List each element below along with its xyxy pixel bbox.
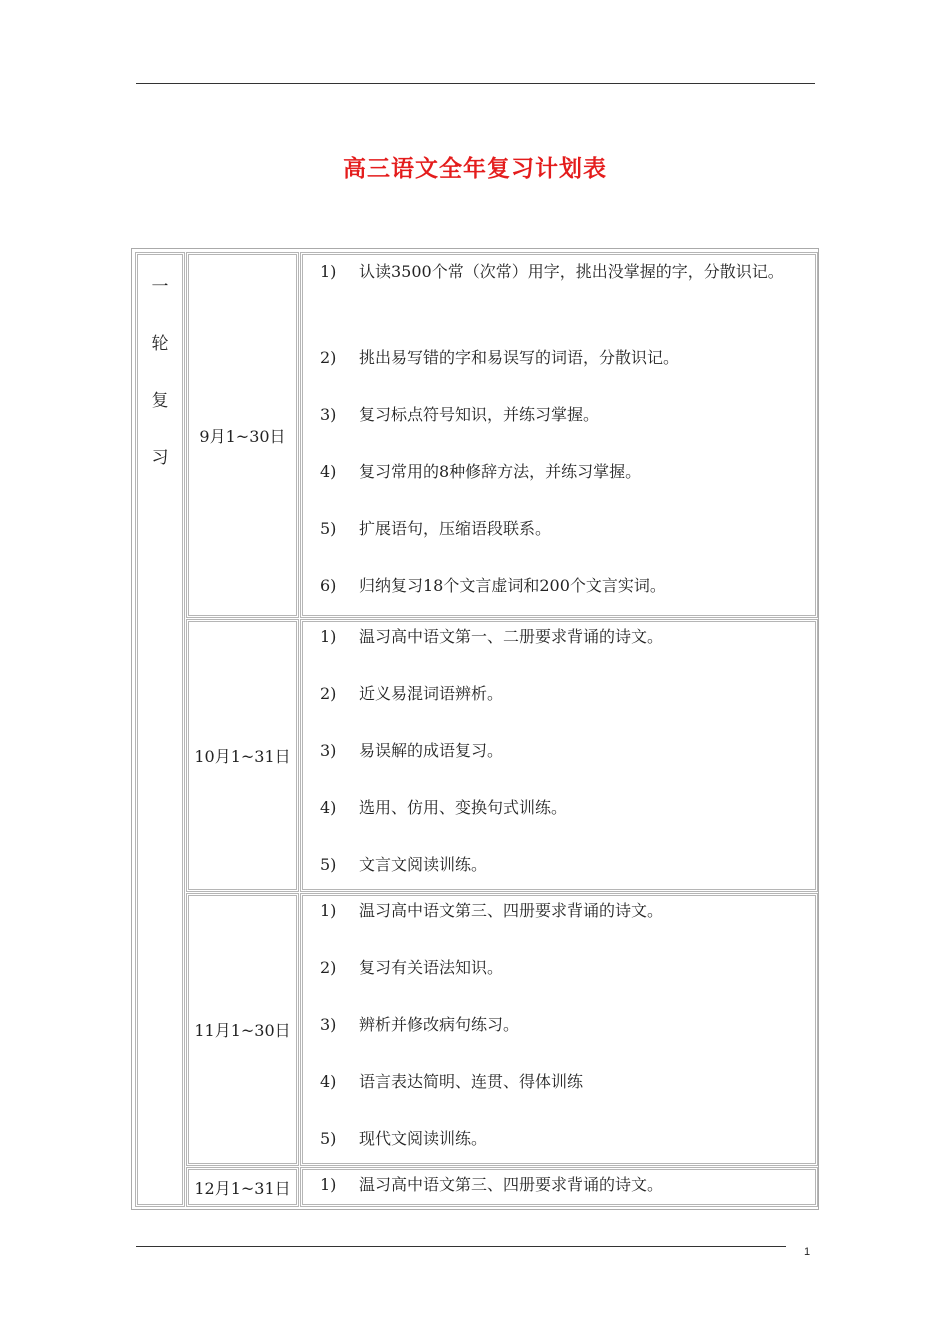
date-label: 12月1~31日 xyxy=(194,1178,291,1198)
item-text: 文言文阅读训练。 xyxy=(359,855,488,874)
item-text: 温习高中语文第三、四册要求背诵的诗文。 xyxy=(359,901,664,920)
item-number: 5) xyxy=(320,519,337,538)
date-cell-sep xyxy=(186,252,299,618)
item-text: 复习标点符号知识，并练习掌握。 xyxy=(359,405,600,424)
item-text: 扩展语句，压缩语段联系。 xyxy=(359,519,552,538)
list-item xyxy=(303,850,815,892)
item-text: 挑出易写错的字和易误写的词语，分散识记。 xyxy=(359,348,680,367)
item-text: 现代文阅读训练。 xyxy=(359,1129,488,1148)
item-text: 复习有关语法知识。 xyxy=(359,958,504,977)
item-number: 5) xyxy=(320,1129,337,1148)
item-number: 6) xyxy=(320,576,337,595)
list-item xyxy=(303,1067,815,1124)
list-item xyxy=(303,514,815,571)
item-number: 1) xyxy=(320,262,337,281)
list-item xyxy=(303,457,815,514)
phase-char: 一 xyxy=(151,277,169,297)
list-item xyxy=(303,571,815,618)
item-text: 易误解的成语复习。 xyxy=(359,741,504,760)
item-number: 3) xyxy=(320,405,337,424)
item-text: 归纳复习18个文言虚词和200个文言实词。 xyxy=(359,576,666,595)
date-label: 10月1~31日 xyxy=(194,747,291,766)
item-number: 1) xyxy=(320,627,337,646)
page-number: 1 xyxy=(804,1246,811,1258)
item-number: 3) xyxy=(320,1015,337,1034)
phase-cell xyxy=(135,252,185,1207)
content-cell-sep xyxy=(300,252,818,618)
date-cell-oct xyxy=(186,619,299,892)
list-item xyxy=(303,257,815,343)
phase-char: 轮 xyxy=(151,334,169,354)
list-item xyxy=(303,1170,815,1204)
phase-label xyxy=(138,259,182,487)
list-item xyxy=(303,953,815,1010)
footer-rule xyxy=(136,1246,786,1247)
list-item xyxy=(303,343,815,400)
list-item xyxy=(303,622,815,679)
content-cell-dec xyxy=(300,1167,818,1207)
page-title: 高三语文全年复习计划表 xyxy=(343,156,607,182)
item-number: 1) xyxy=(320,1175,337,1194)
item-number: 4) xyxy=(320,462,337,481)
item-number: 1) xyxy=(320,901,337,920)
list-item xyxy=(303,736,815,793)
date-cell-dec xyxy=(186,1167,299,1207)
item-text: 认读3500个常（次常）用字，挑出没掌握的字，分散识记。 xyxy=(359,262,784,281)
item-text: 温习高中语文第三、四册要求背诵的诗文。 xyxy=(359,1175,664,1194)
item-text: 温习高中语文第一、二册要求背诵的诗文。 xyxy=(359,627,664,646)
item-number: 2) xyxy=(320,958,337,977)
item-text: 语言表达简明、连贯、得体训练 xyxy=(359,1072,584,1091)
item-number: 5) xyxy=(320,855,337,874)
list-item xyxy=(303,1010,815,1067)
list-item xyxy=(303,793,815,850)
date-label: 9月1~30日 xyxy=(199,426,286,446)
item-text: 辨析并修改病句练习。 xyxy=(359,1015,520,1034)
content-cell-nov xyxy=(300,893,818,1166)
list-item xyxy=(303,679,815,736)
item-text: 复习常用的8种修辞方法，并练习掌握。 xyxy=(359,462,642,481)
item-number: 3) xyxy=(320,741,337,760)
item-number: 2) xyxy=(320,348,337,367)
list-item xyxy=(303,896,815,953)
list-item xyxy=(303,400,815,457)
item-number: 4) xyxy=(320,1072,337,1091)
phase-char: 复 xyxy=(151,391,169,411)
phase-char: 习 xyxy=(151,448,169,468)
item-number: 2) xyxy=(320,684,337,703)
list-item xyxy=(303,1124,815,1166)
header-rule xyxy=(136,83,815,84)
item-number: 4) xyxy=(320,798,337,817)
date-cell-nov xyxy=(186,893,299,1166)
item-text: 近义易混词语辨析。 xyxy=(359,684,504,703)
content-cell-oct xyxy=(300,619,818,892)
date-label: 11月1~30日 xyxy=(194,1021,291,1040)
item-text: 选用、仿用、变换句式训练。 xyxy=(359,798,568,817)
